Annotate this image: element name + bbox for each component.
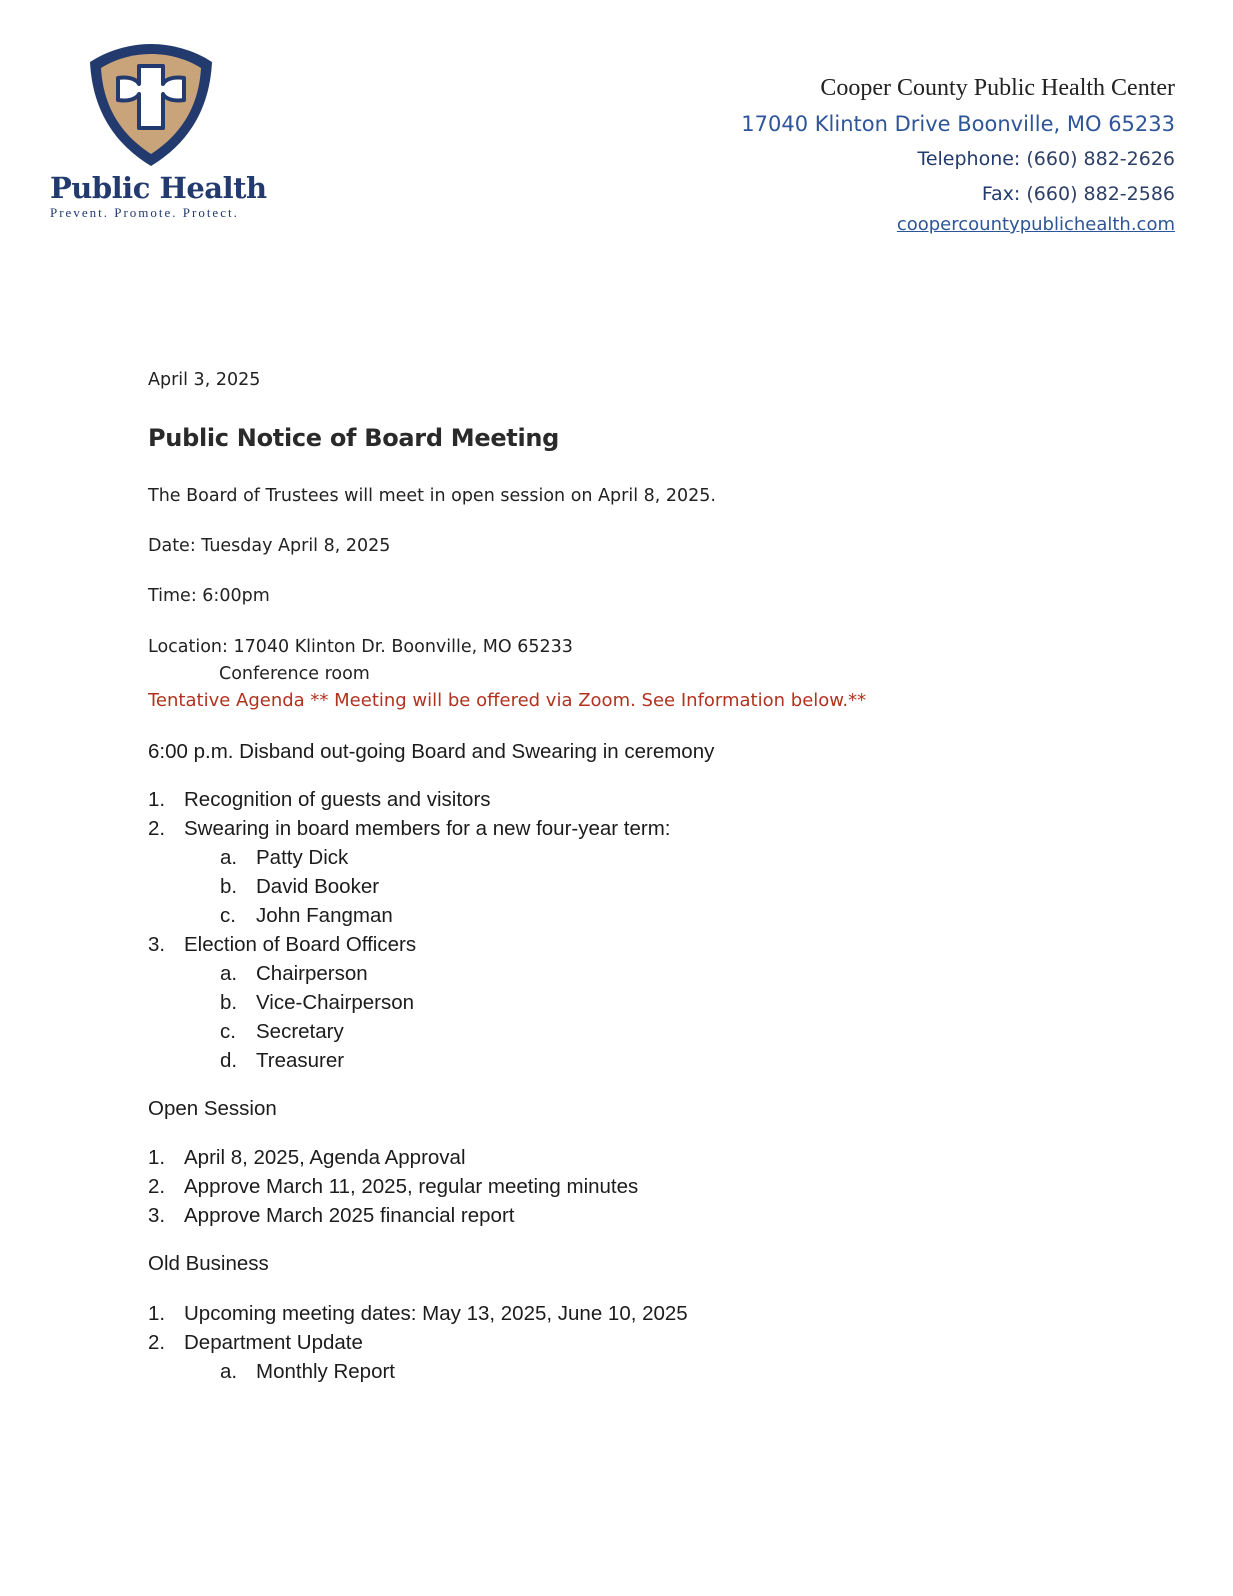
list-text: Chairperson	[256, 962, 368, 985]
list-item	[148, 788, 491, 812]
list-number: 2.	[148, 1175, 166, 1198]
list-text: Patty Dick	[256, 846, 349, 869]
list-item	[148, 1204, 514, 1228]
list-letter: b.	[220, 991, 238, 1014]
meeting-room: Conference room	[219, 664, 370, 684]
list-number: 3.	[148, 1204, 166, 1227]
list-subitem	[220, 1020, 344, 1044]
logo-tagline: Prevent. Promote. Protect.	[50, 205, 239, 220]
open-session-heading: Open Session	[148, 1097, 277, 1120]
fax-label: Fax:	[981, 183, 1021, 205]
list-item	[148, 1331, 363, 1355]
organization-name: Cooper County Public Health Center	[820, 75, 1175, 101]
list-text: John Fangman	[256, 904, 393, 927]
telephone-number: (660) 882-2626	[1026, 148, 1175, 170]
list-subitem	[220, 846, 348, 870]
list-letter: a.	[220, 962, 238, 985]
list-item	[148, 1146, 466, 1170]
fax-number: (660) 882-2586	[1026, 183, 1175, 205]
list-letter: a.	[220, 846, 238, 869]
list-letter: d.	[220, 1049, 238, 1072]
list-item	[148, 817, 671, 841]
list-text: Approve March 2025 financial report	[184, 1204, 515, 1227]
letterhead	[741, 70, 1175, 238]
organization-address: 17040 Klinton Drive Boonville, MO 65233	[741, 112, 1175, 136]
list-subitem	[220, 904, 393, 928]
logo-wordmark: Public Health	[50, 171, 267, 205]
public-health-logo	[48, 40, 267, 225]
list-text: Monthly Report	[256, 1360, 396, 1383]
shield-cross-icon	[86, 40, 216, 170]
website-link[interactable]: coopercountypublichealth.com	[896, 214, 1175, 235]
list-text: Vice-Chairperson	[256, 991, 415, 1014]
list-number: 2.	[148, 1331, 166, 1354]
list-number: 3.	[148, 933, 166, 956]
list-subitem	[220, 875, 379, 899]
notice-date: April 3, 2025	[148, 370, 261, 390]
list-text: Upcoming meeting dates: May 13, 2025, June 10, 2025	[184, 1302, 688, 1325]
list-item	[148, 933, 416, 957]
list-text: Secretary	[256, 1020, 344, 1043]
list-number: 1.	[148, 1302, 166, 1325]
list-subitem	[220, 962, 368, 986]
list-text: David Booker	[256, 875, 380, 898]
list-letter: c.	[220, 1020, 236, 1043]
list-number: 1.	[148, 788, 166, 811]
ceremony-heading: 6:00 p.m. Disband out-going Board and Swearing in ceremony	[148, 740, 715, 763]
list-subitem	[220, 991, 414, 1015]
meeting-date: Date: Tuesday April 8, 2025	[148, 536, 391, 556]
list-item	[148, 1175, 638, 1199]
list-text: Election of Board Officers	[184, 933, 417, 956]
meeting-time: Time: 6:00pm	[148, 586, 270, 606]
list-number: 1.	[148, 1146, 166, 1169]
list-item	[148, 1302, 688, 1326]
list-text: Recognition of guests and visitors	[184, 788, 491, 811]
agenda-note: Tentative Agenda ** Meeting will be offered via Zoom. See Information below.**	[148, 690, 867, 711]
list-text: Approve March 11, 2025, regular meeting minutes	[184, 1175, 639, 1198]
list-text: April 8, 2025, Agenda Approval	[184, 1146, 466, 1169]
telephone-label: Telephone:	[917, 148, 1021, 170]
list-number: 2.	[148, 817, 166, 840]
page-title: Public Notice of Board Meeting	[148, 424, 560, 452]
meeting-location: Location: 17040 Klinton Dr. Boonville, MO 65233	[148, 637, 573, 657]
fax-line	[741, 177, 1175, 212]
list-letter: a.	[220, 1360, 238, 1383]
notice-intro: The Board of Trustees will meet in open session on April 8, 2025.	[148, 486, 716, 506]
old-business-heading: Old Business	[148, 1252, 269, 1275]
list-subitem	[220, 1360, 395, 1384]
list-letter: b.	[220, 875, 238, 898]
telephone-line	[741, 142, 1175, 177]
list-subitem	[220, 1049, 344, 1073]
list-text: Department Update	[184, 1331, 363, 1354]
list-letter: c.	[220, 904, 236, 927]
list-text: Treasurer	[256, 1049, 345, 1072]
list-text: Swearing in board members for a new four-year term:	[184, 817, 671, 840]
